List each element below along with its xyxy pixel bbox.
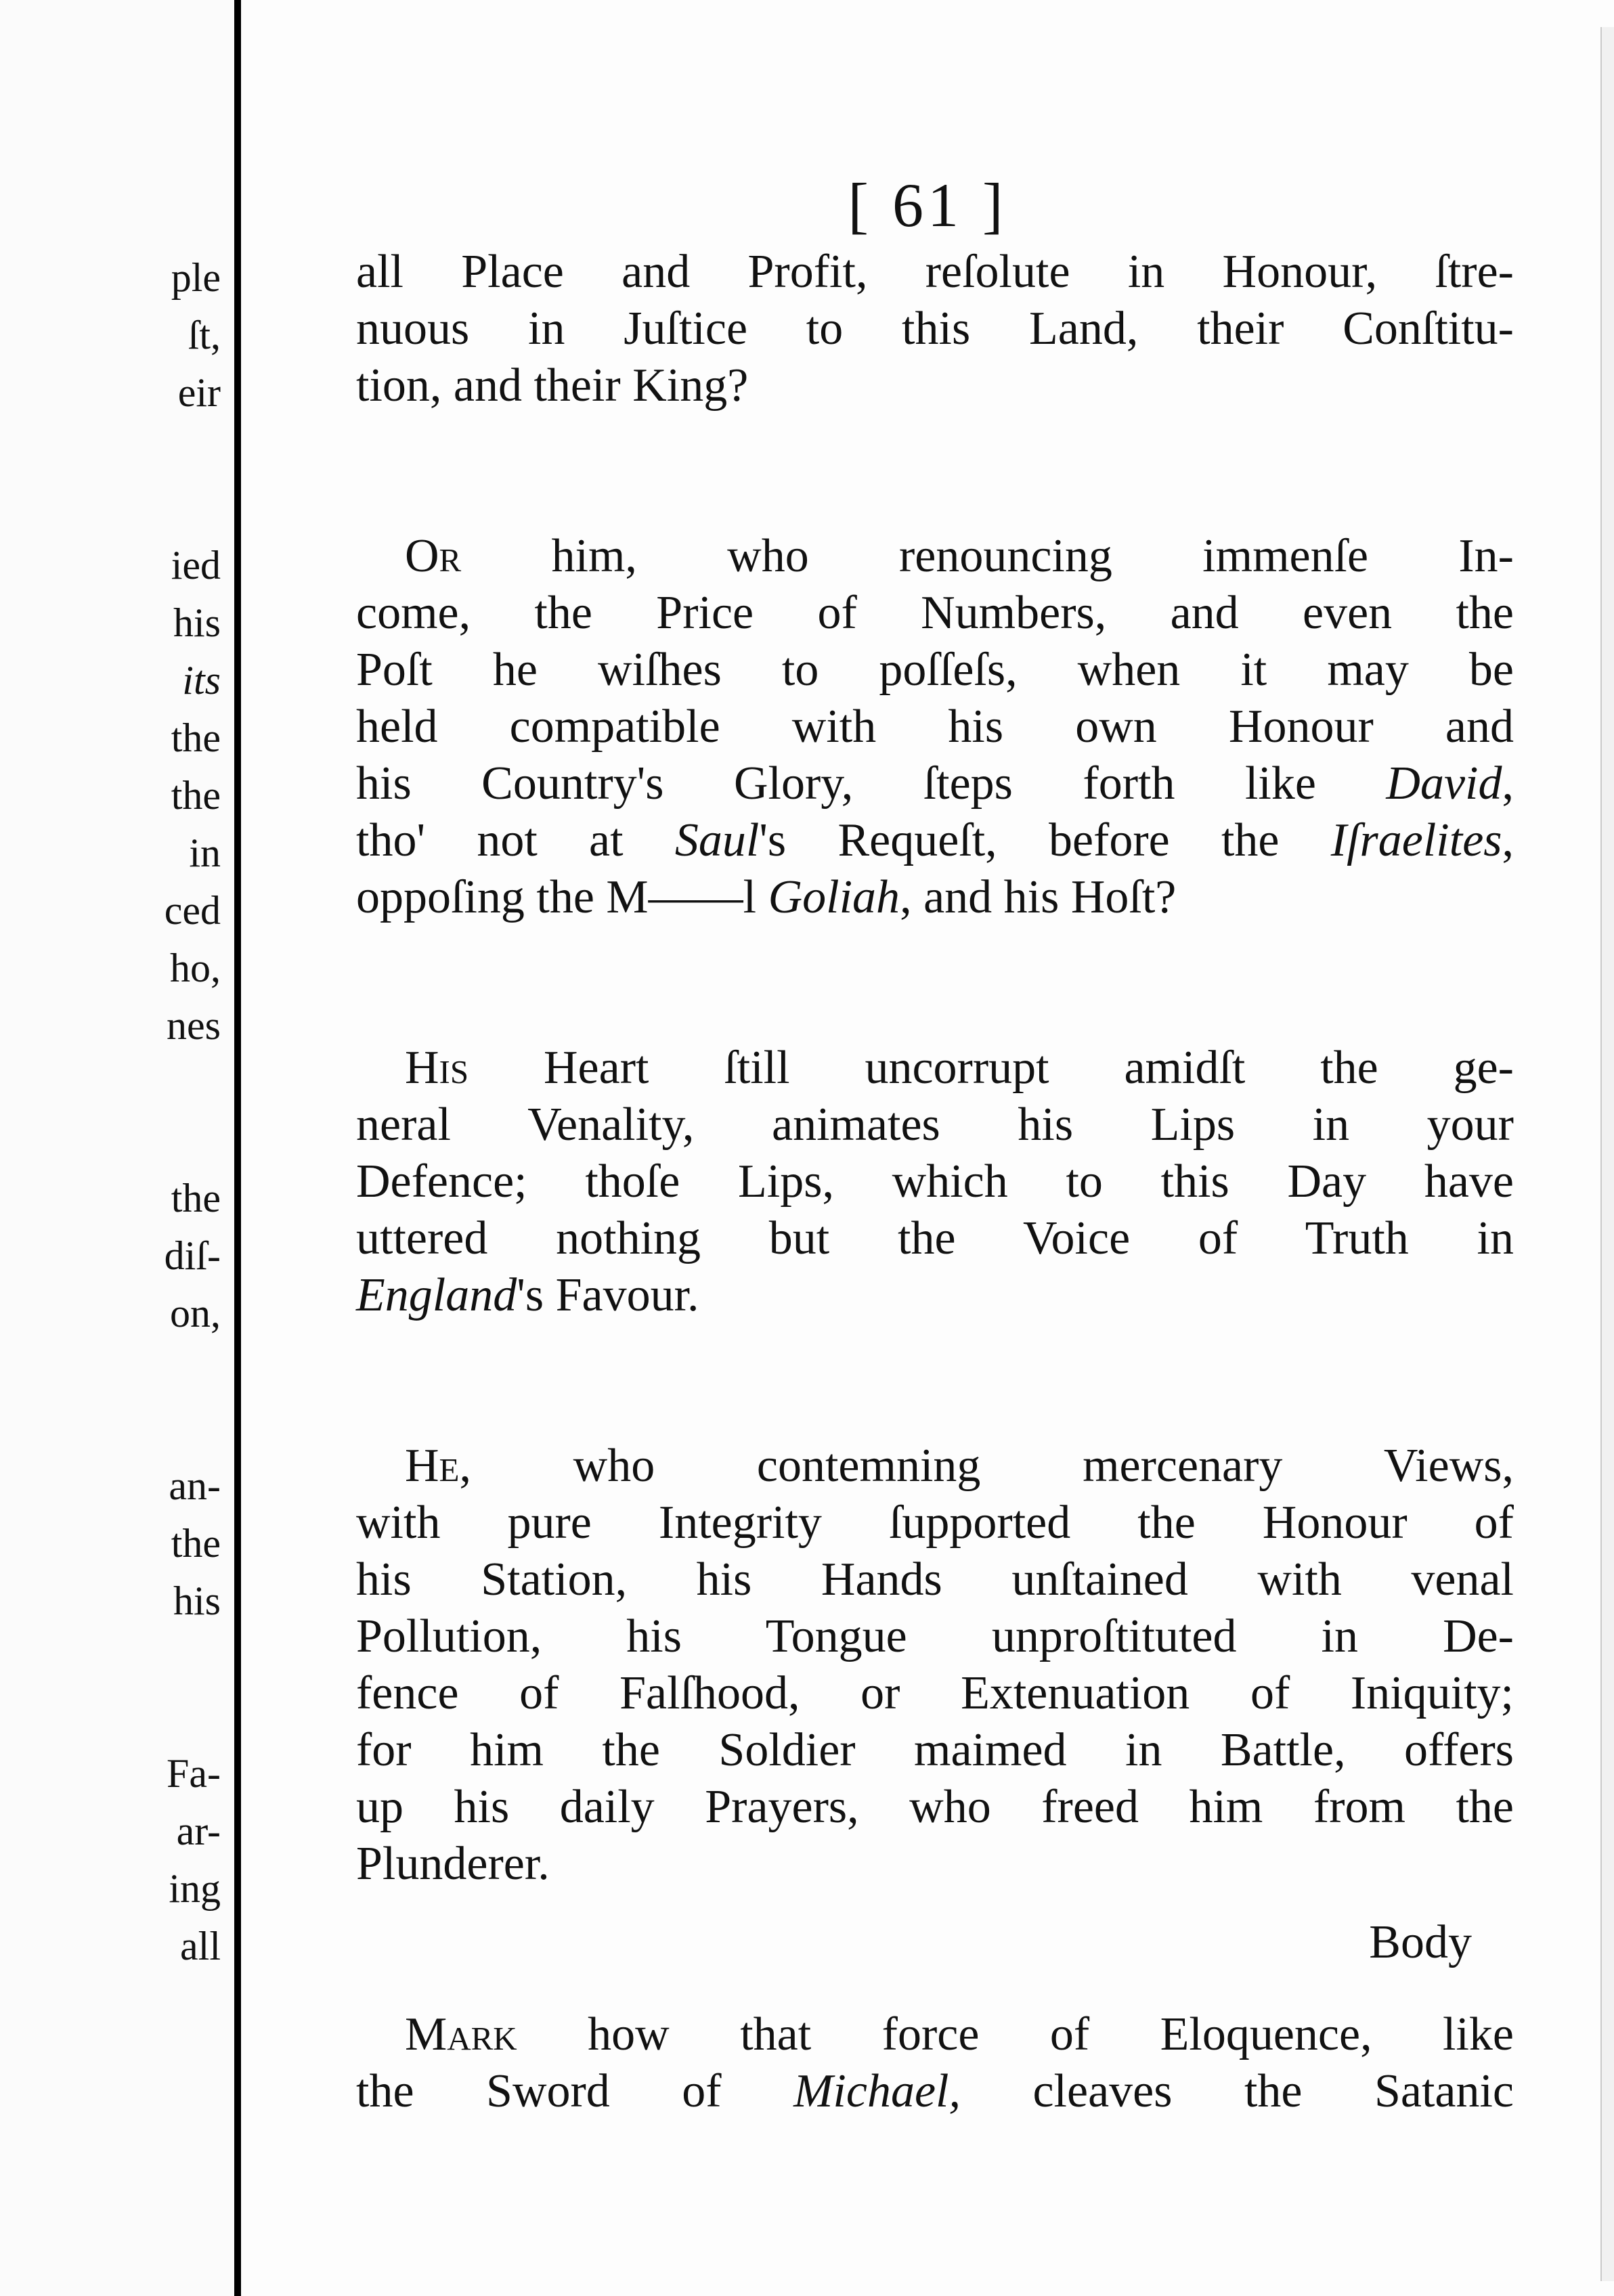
facing-page-text-fragment: ſt, <box>188 313 221 357</box>
facing-page-text-fragment: its <box>182 658 221 703</box>
facing-page-text-fragment: an- <box>169 1463 221 1508</box>
facing-page-text-fragment: nes <box>167 1003 221 1048</box>
italic-name: Saul <box>674 814 760 866</box>
catchword: Body <box>1369 1916 1472 1968</box>
text-line: Pollution, his Tongue unproſtituted in De- <box>356 1610 1514 1662</box>
facing-page-text-fragment: ing <box>169 1866 221 1911</box>
facing-page-fragment <box>0 0 234 2296</box>
text-line: all Place and Profit, reſolute in Honour, ſtre- <box>356 246 1514 298</box>
facing-page-text-fragment: the <box>171 773 221 818</box>
facing-page-text-fragment: ple <box>171 255 221 300</box>
italic-name: England <box>356 1269 517 1321</box>
page-body <box>356 244 1514 2120</box>
text-line: the Sword of Michael, cleaves the Satanic <box>356 2065 1514 2117</box>
page-number: [ 61 ] <box>848 171 1007 240</box>
text-line: tion, and their King? <box>356 359 749 412</box>
text-line: fence of Falſhood, or Extenuation of Iniquity; <box>356 1667 1514 1719</box>
facing-page-text-fragment: the <box>171 1176 221 1220</box>
text-line: tho' not at Saul's Requeſt, before the Iſraelites, <box>356 814 1514 866</box>
text-line: for him the Soldier maimed in Battle, offers <box>356 1724 1514 1776</box>
text-line: Defence; thoſe Lips, which to this Day have <box>356 1155 1514 1208</box>
text-line: Mark how that force of Eloquence, like <box>405 2008 1514 2060</box>
text-line: Plunderer. <box>356 1838 550 1890</box>
paragraph-lead: Mark <box>405 2008 517 2060</box>
paragraph-lead: His <box>405 1042 469 1094</box>
facing-page-text-fragment: ced <box>164 888 221 933</box>
italic-name: Michael, <box>793 2065 961 2117</box>
paragraph-lead: He, <box>405 1440 471 1492</box>
text-line: nuous in Juſtice to this Land, their Conſtitu- <box>356 303 1514 355</box>
text-line: He, who contemning mercenary Views, <box>405 1440 1514 1492</box>
text-line: with pure Integrity ſupported the Honour of <box>356 1497 1514 1549</box>
facing-page-text-fragment: eir <box>177 370 221 415</box>
paragraph-lead: Or <box>405 530 462 582</box>
text-line: his Country's Glory, ſteps forth like David, <box>356 757 1514 810</box>
italic-name: David <box>1386 757 1502 810</box>
text-line: neral Venality, animates his Lips in your <box>356 1099 1514 1151</box>
italic-name: Iſraelites <box>1330 814 1502 866</box>
text-line: Poſt he wiſhes to poſſeſs, when it may be <box>356 644 1514 696</box>
facing-page-text-fragment: ar- <box>176 1809 221 1853</box>
italic-name: Goliah <box>768 871 900 923</box>
page-edge <box>1600 27 1614 2281</box>
facing-page-text-fragment: the <box>171 715 221 760</box>
facing-page-text-fragment: the <box>171 1521 221 1566</box>
facing-page-text-fragment: his <box>173 1578 221 1623</box>
text-line: come, the Price of Numbers, and even the <box>356 587 1514 639</box>
text-line: Or him, who renouncing immenſe In- <box>405 530 1514 582</box>
book-page <box>241 0 1614 2296</box>
facing-page-text-fragment: his <box>173 600 221 645</box>
text-line: England's Favour. <box>356 1269 699 1321</box>
facing-page-text-fragment: ied <box>171 543 221 588</box>
book-gutter <box>234 0 241 2296</box>
facing-page-text-fragment: in <box>189 831 221 875</box>
facing-page-text-fragment: ho, <box>170 946 221 990</box>
text-line: uttered nothing but the Voice of Truth in <box>356 1212 1514 1264</box>
text-line: up his daily Prayers, who freed him from the <box>356 1781 1514 1833</box>
facing-page-text-fragment: diſ- <box>164 1233 221 1278</box>
text-line: his Station, his Hands unſtained with venal <box>356 1553 1514 1606</box>
facing-page-text-fragment: all <box>180 1924 221 1968</box>
facing-page-text-fragment: on, <box>170 1291 221 1335</box>
text-line: oppoſing the M——l Goliah, and his Hoſt? <box>356 871 1177 923</box>
text-line: held compatible with his own Honour and <box>356 701 1514 753</box>
facing-page-text-fragment: Fa- <box>167 1751 221 1796</box>
text-line: His Heart ſtill uncorrupt amidſt the ge- <box>405 1042 1514 1094</box>
